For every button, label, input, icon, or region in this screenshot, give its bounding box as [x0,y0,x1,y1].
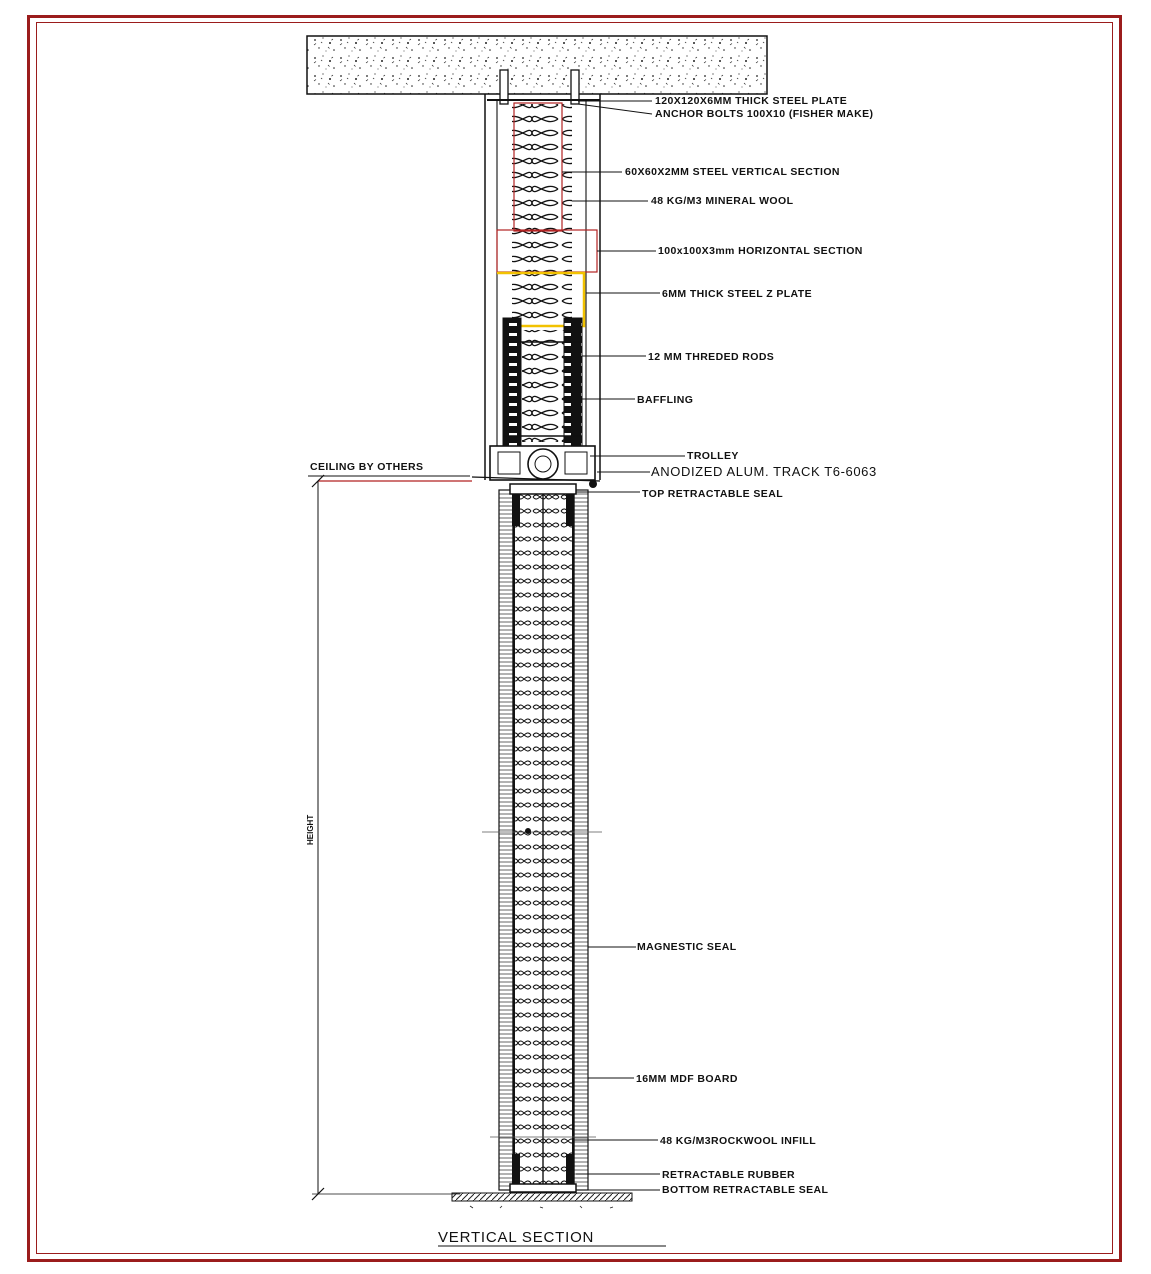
label-baffling: BAFFLING [637,394,694,406]
height-label: HEIGHT [306,814,315,845]
floor [452,1193,632,1201]
label-magnetic-seal: MAGNESTIC SEAL [637,941,737,953]
partition-panel [499,490,588,1190]
label-threaded-rods: 12 MM THREDED RODS [648,351,775,363]
label-trolley: TROLLEY [687,450,739,462]
mineral-wool [512,104,572,324]
label-mineral-wool: 48 KG/M3 MINERAL WOOL [651,195,794,207]
bottom-retractable-seal [510,1184,576,1192]
label-ceiling: CEILING BY OTHERS [310,461,424,473]
top-retractable-seal [510,484,576,494]
label-vertical-section: 60X60X2MM STEEL VERTICAL SECTION [625,166,840,178]
label-z-plate: 6MM THICK STEEL Z PLATE [662,288,812,300]
anchor-bolt-left [500,70,508,104]
label-mdf-board: 16MM MDF BOARD [636,1073,738,1085]
threaded-rod-right [564,318,582,446]
label-horizontal-section: 100x100X3mm HORIZONTAL SECTION [658,245,863,257]
anchor-bolt-right [571,70,579,104]
label-bottom-seal: BOTTOM RETRACTABLE SEAL [662,1184,829,1196]
baffling-infill [522,330,564,442]
trolley-wheel [528,449,558,479]
label-rubber: RETRACTABLE RUBBER [662,1169,795,1181]
label-rockwool: 48 KG/M3ROCKWOOL INFILL [660,1135,817,1147]
threaded-rod-left [503,318,521,446]
label-top-seal: TOP RETRACTABLE SEAL [642,488,784,500]
drawing-title: VERTICAL SECTION [438,1229,595,1246]
label-steel-plate: 120X120X6MM THICK STEEL PLATE [655,95,848,107]
label-anchor-bolts: ANCHOR BOLTS 100X10 (FISHER MAKE) [655,108,874,120]
concrete-slab [307,36,767,94]
label-track: ANODIZED ALUM. TRACK T6-6063 [651,464,877,479]
